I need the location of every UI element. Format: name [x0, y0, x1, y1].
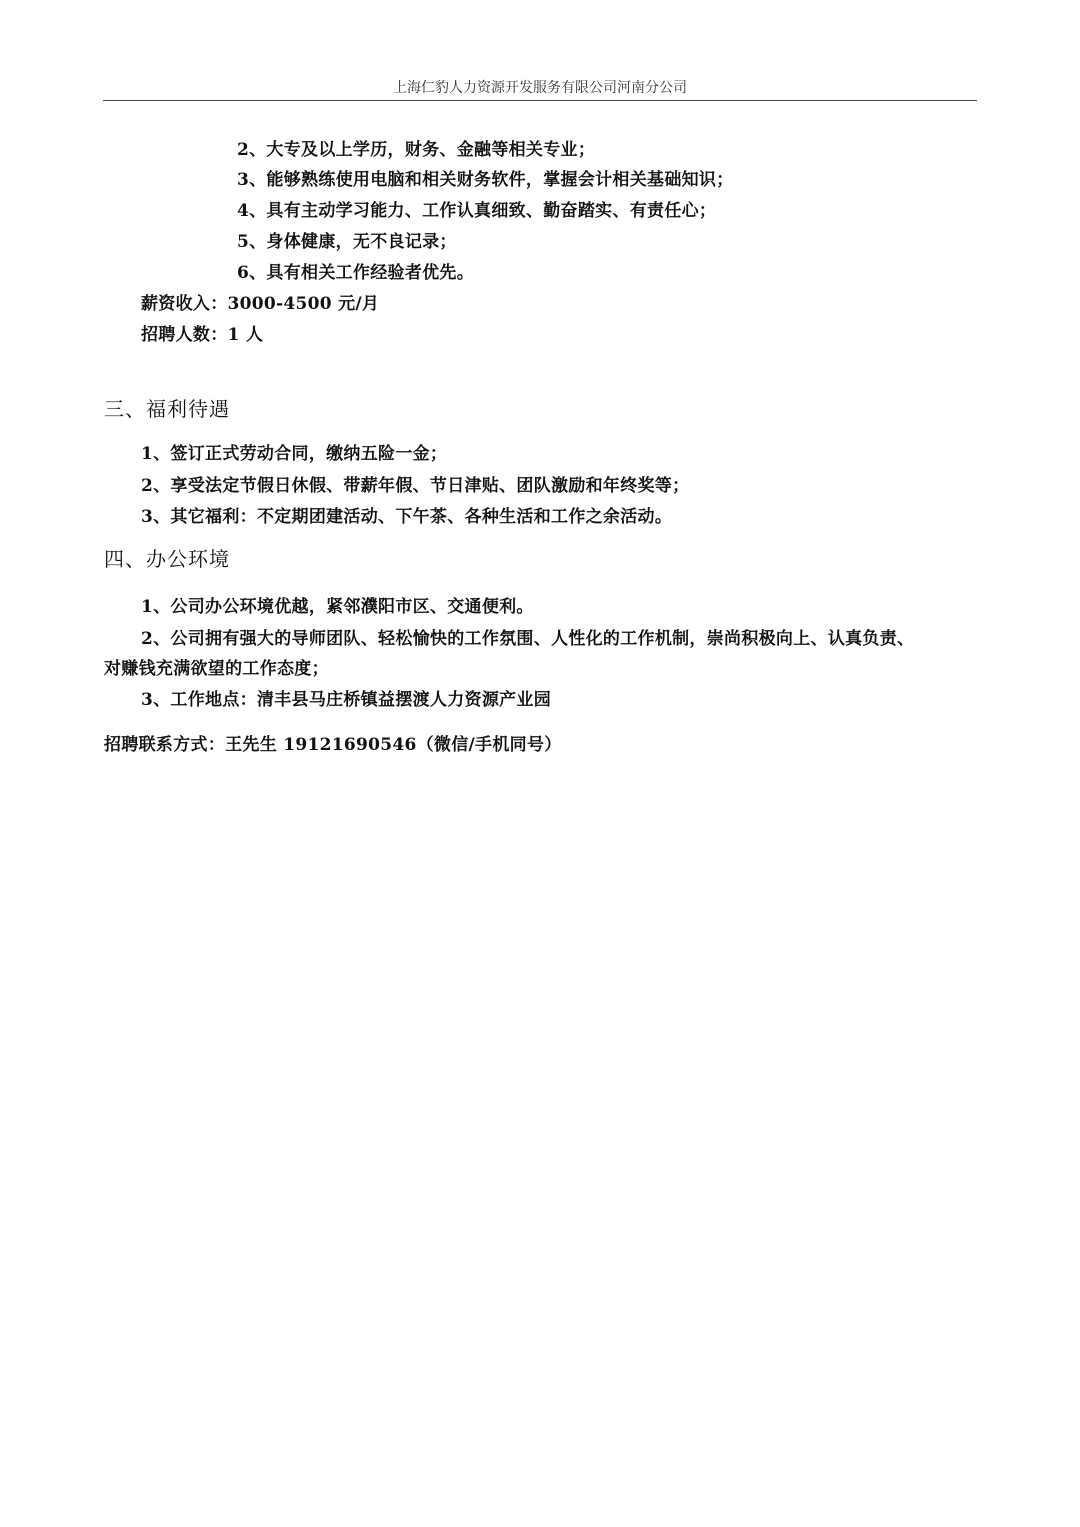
requirement-item: 2、大专及以上学历，财务、金融等相关专业；: [237, 140, 596, 160]
benefit-item: 3、其它福利：不定期团建活动、下午茶、各种生活和工作之余活动。: [141, 507, 673, 527]
office-item: 2、公司拥有强大的导师团队、轻松愉快的工作氛围、人性化的工作机制，崇尚积极向上、认真负责、: [141, 629, 915, 649]
salary-line: 薪资收入：3000-4500 元/月: [141, 294, 380, 314]
benefit-item: 1、签订正式劳动合同，缴纳五险一金；: [141, 444, 448, 464]
office-item-continuation: 对赚钱充满欲望的工作态度；: [104, 659, 329, 679]
requirement-item: 6、具有相关工作经验者优先。: [237, 263, 475, 283]
requirement-item: 5、身体健康，无不良记录；: [237, 232, 457, 252]
office-item: 1、公司办公环境优越，紧邻濮阳市区、交通便利。: [141, 597, 534, 617]
requirement-item: 4、具有主动学习能力、工作认真细致、勤奋踏实、有责任心；: [237, 201, 717, 221]
header-divider: [103, 100, 977, 101]
section-title-benefits: 三、福利待遇: [104, 397, 230, 421]
requirement-item: 3、能够熟练使用电脑和相关财务软件，掌握会计相关基础知识；: [237, 170, 734, 190]
page-header: 上海仁豹人力资源开发服务有限公司河南分公司: [393, 80, 687, 96]
section-title-office: 四、办公环境: [104, 547, 230, 571]
headcount-line: 招聘人数：1 人: [141, 325, 264, 345]
contact-line: 招聘联系方式：王先生 19121690546（微信/手机同号）: [104, 735, 562, 755]
benefit-item: 2、享受法定节假日休假、带薪年假、节日津贴、团队激励和年终奖等；: [141, 476, 690, 496]
office-item: 3、工作地点：清丰县马庄桥镇益摆渡人力资源产业园: [141, 690, 552, 710]
